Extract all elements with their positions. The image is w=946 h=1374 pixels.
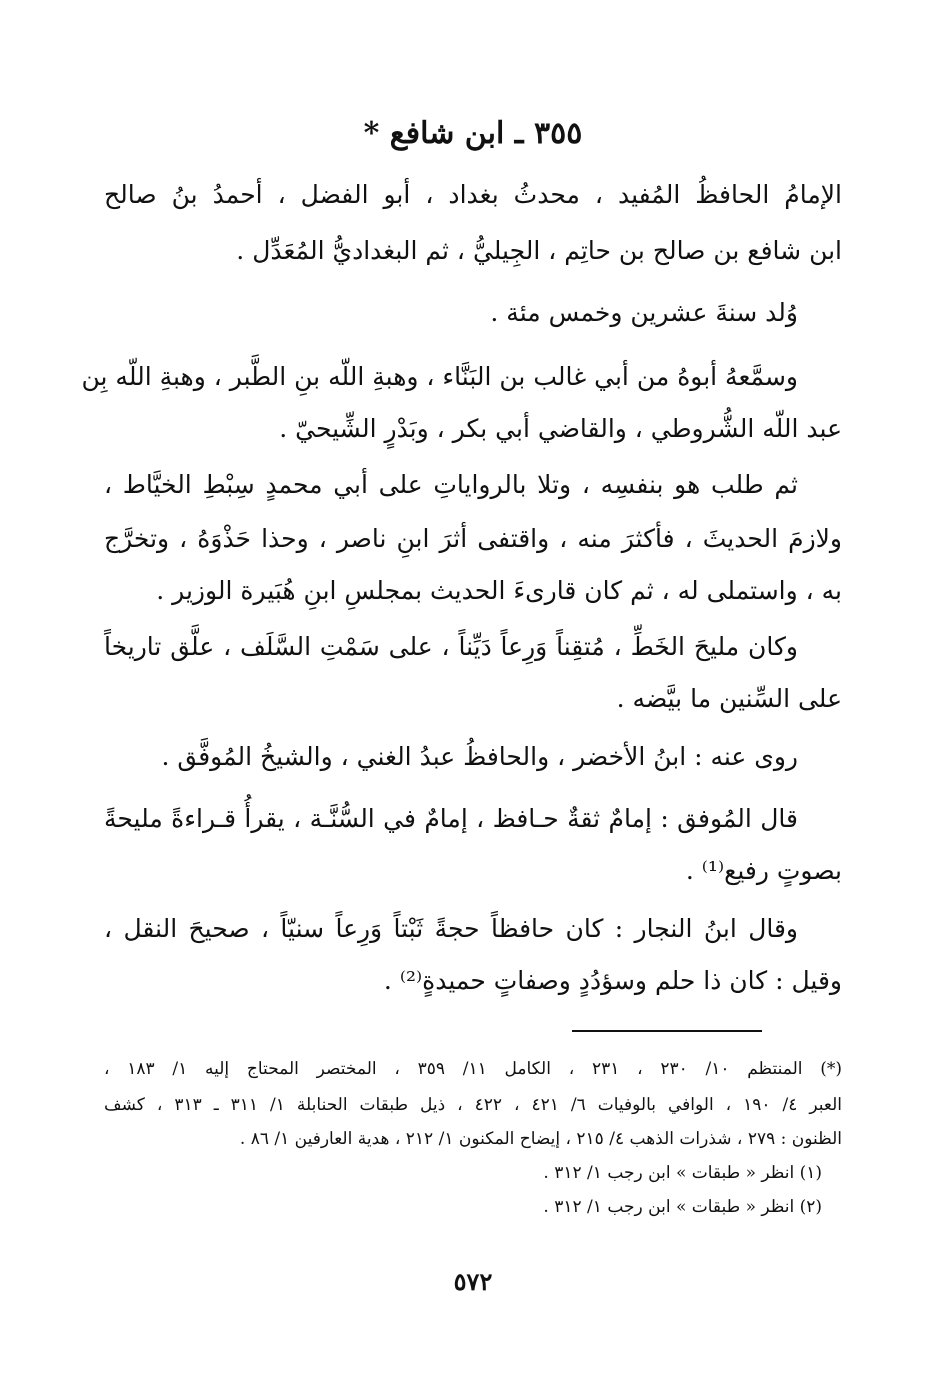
- body-line: به ، واستملى له ، ثم كان قارىءَ الحديث بمجلسِ ابنِ هُبَيرة الوزير .: [156, 576, 842, 605]
- footnote-line: (٢) انظر « طبقات » ابن رجب ١/ ٣١٢ .: [543, 1197, 822, 1217]
- body-line: ثم طلب هو بنفسِه ، وتلا بالرواياتِ على أبي محمدٍ سِبْطِ الخيَّاط ،: [104, 470, 798, 499]
- body-line: روى عنه : ابنُ الأخضر ، والحافظُ عبدُ الغني ، والشيخُ المُوفَّق .: [161, 742, 798, 771]
- footnote-line: الظنون : ٢٧٩ ، شذرات الذهب ٤/ ٢١٥ ، إيضاح المكنون ١/ ٢١٢ ، هدية العارفين ١/ ٨٦ .: [239, 1129, 842, 1149]
- footnote-line: العبر ٤/ ١٩٠ ، الوافي بالوفيات ٦/ ٤٢١ ، ٤٢٢ ، ذيل طبقات الحنابلة ١/ ٣١١ ـ ٣١٣ ، كشف: [104, 1095, 843, 1115]
- body-line: على السِّنين ما بيَّضه .: [616, 684, 842, 713]
- page-number: ٥٧٢: [453, 1267, 493, 1296]
- body-line: ولازمَ الحديثَ ، فأكثرَ منه ، واقتفى أثرَ ابنِ ناصر ، وحذا حَذْوَهُ ، وتخرَّج: [104, 524, 842, 553]
- body-line: وسمَّعهُ أبوهُ من أبي غالب بن البَنَّاء ، وهبةِ اللّه بنِ الطَّبر ، وهبةِ اللّه بِن: [81, 362, 798, 391]
- footnote-separator: [572, 1030, 762, 1032]
- body-line: قال المُوفق : إمامٌ ثقةٌ حـافظ ، إمامٌ في السُّنَّـة ، يقرأُ قـراءةً مليحةً: [104, 804, 798, 833]
- body-line: وُلد سنةَ عشرين وخمس مئة .: [490, 298, 798, 327]
- body-line: عبد اللّه الشُّروطي ، والقاضي أبي بكر ، وبَدْرٍ الشِّيحيّ .: [279, 414, 842, 443]
- footnote-line: (*) المنتظم ١٠/ ٢٣٠ ، ٢٣١ ، الكامل ١١/ ٣٥٩ ، المختصر المحتاج إليه ١/ ١٨٣ ،: [104, 1059, 842, 1079]
- body-line: بصوتٍ رفيع⁽¹⁾ .: [685, 856, 842, 885]
- entry-title: ٣٥٥ ـ ابن شافع *: [363, 116, 583, 151]
- body-line: ابن شافع بن صالح بن حاتِم ، الجِيليُّ ، ثم البغداديُّ المُعَدِّل .: [236, 236, 842, 265]
- body-line: وقيل : كان ذا حلم وسؤدُدٍ وصفاتٍ حميدةٍ⁽²⁾ .: [383, 966, 842, 995]
- body-line: الإمامُ الحافظُ المُفيد ، محدثُ بغداد ، أبو الفضل ، أحمدُ بنُ صالح: [104, 180, 842, 209]
- body-line: وكان مليحَ الخَطِّ ، مُتقِناً وَرِعاً دَيِّناً ، على سَمْتِ السَّلَف ، علَّق تاريخاً: [104, 632, 798, 661]
- body-line: وقال ابنُ النجار : كان حافظاً حجةً ثَبْتاً وَرِعاً سنيّاً ، صحيحَ النقل ،: [104, 914, 798, 943]
- footnote-line: (١) انظر « طبقات » ابن رجب ١/ ٣١٢ .: [543, 1163, 822, 1183]
